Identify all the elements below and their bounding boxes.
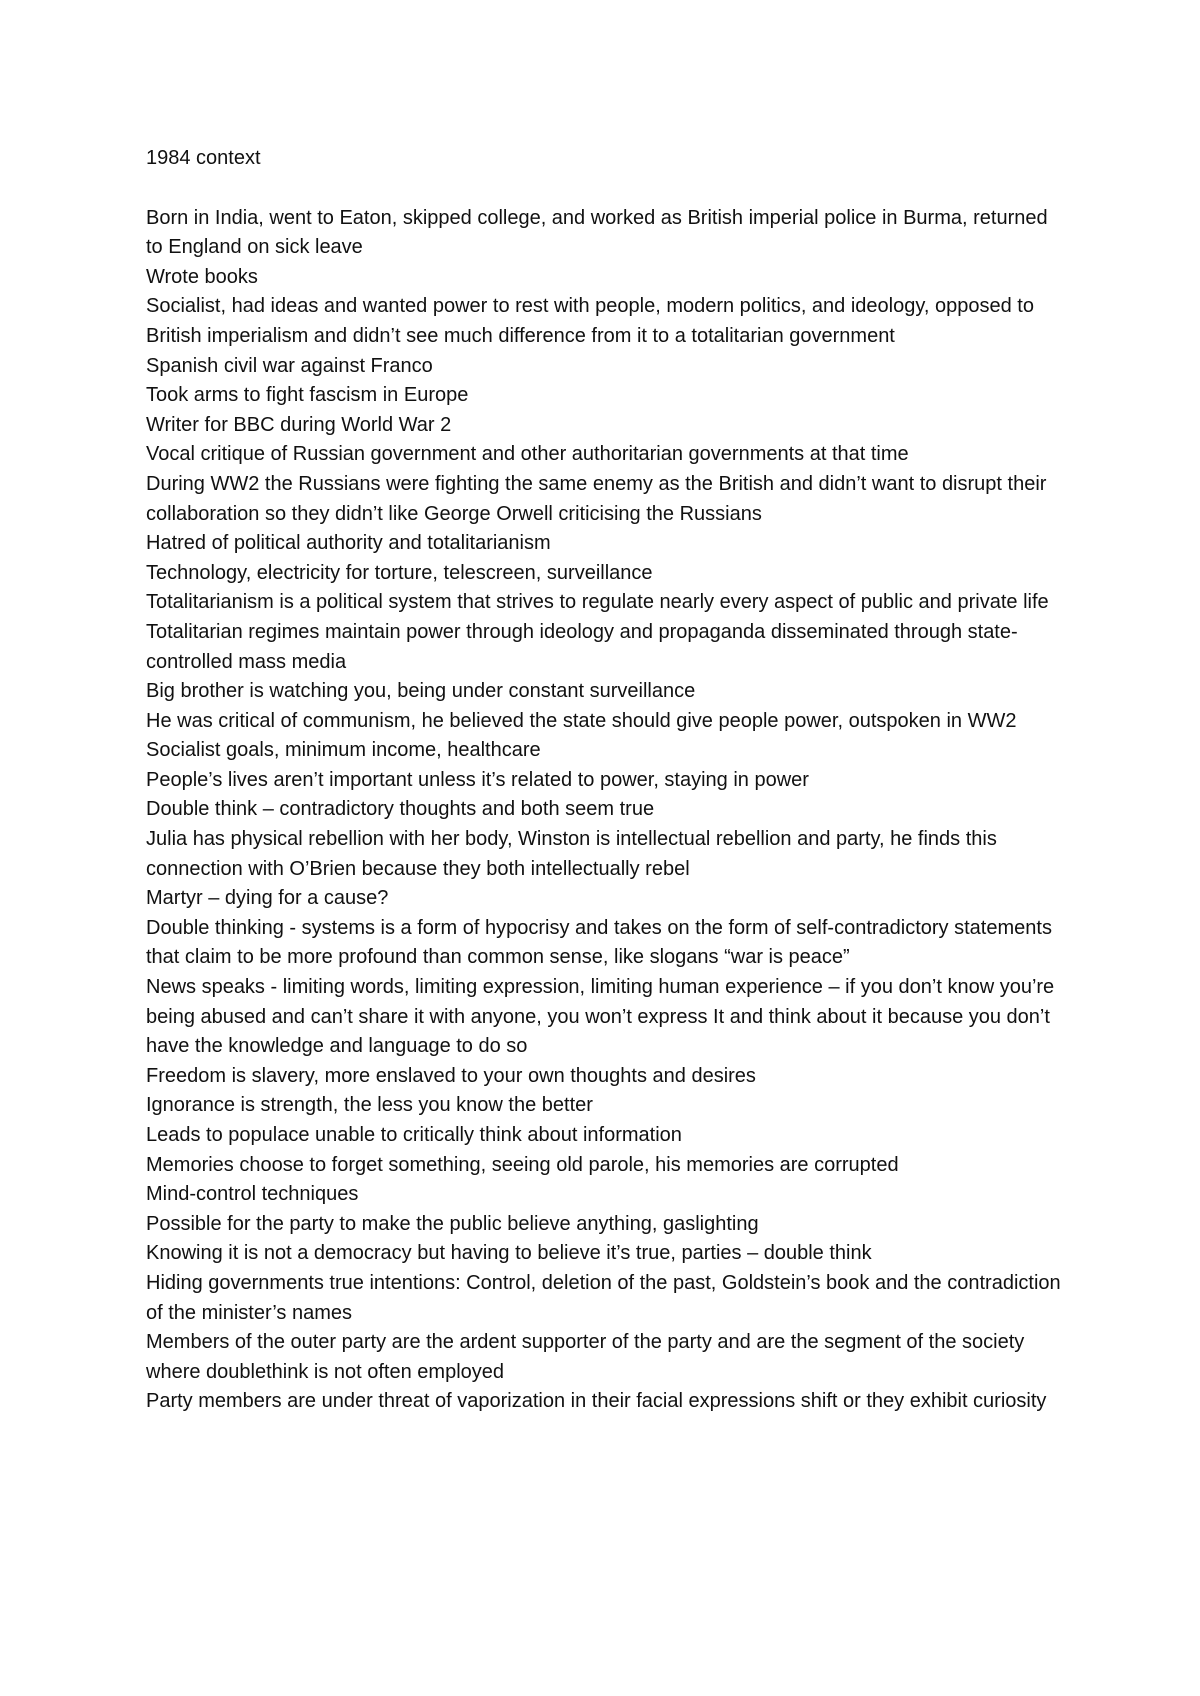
- note-line: Born in India, went to Eaton, skipped college, and worked as British imperial police in Burma, returned to England on sick leave: [146, 206, 1048, 259]
- note-line: Memories choose to forget something, seeing old parole, his memories are corrupted: [146, 1153, 899, 1176]
- note-line: Took arms to fight fascism in Europe: [146, 384, 469, 407]
- note-line: Hiding governments true intentions: Control, deletion of the past, Goldstein’s book and the contradiction of the minister’s names: [146, 1271, 1061, 1324]
- note-line: News speaks - limiting words, limiting expression, limiting human experience – if you don’t know you’re being abused and can’t share it with anyone, you won’t express It and think about it because you don’t have the knowledge and language to do so: [146, 976, 1055, 1058]
- note-line: Socialist goals, minimum income, healthcare: [146, 739, 541, 762]
- note-line: Freedom is slavery, more enslaved to your own thoughts and desires: [146, 1064, 756, 1087]
- note-line: Technology, electricity for torture, telescreen, surveillance: [146, 561, 653, 584]
- note-line: Julia has physical rebellion with her body, Winston is intellectual rebellion and party, he finds this connection with O’Brien because they both intellectually rebel: [146, 828, 997, 880]
- note-line: Writer for BBC during World War 2: [146, 413, 452, 436]
- note-line: During WW2 the Russians were fighting the same enemy as the British and didn’t want to disrupt their collaboration so they didn’t like George Orwell criticising the Russians: [146, 472, 1047, 525]
- document-title: 1984 context: [146, 147, 261, 169]
- document-body: [146, 144, 1066, 1417]
- note-line: Double thinking - systems is a form of hypocrisy and takes on the form of self-contradictory statements that claim to be more profound than common sense, like slogans “war is peace”: [146, 916, 1052, 969]
- note-line: Leads to populace unable to critically think about information: [146, 1124, 682, 1146]
- note-line: Vocal critique of Russian government and other authoritarian governments at that time: [146, 443, 909, 466]
- note-line: Mind-control techniques: [146, 1183, 359, 1206]
- note-line: Hatred of political authority and totalitarianism: [146, 532, 551, 555]
- note-line: Big brother is watching you, being under constant surveillance: [146, 680, 696, 703]
- note-line: Martyr – dying for a cause?: [146, 887, 389, 910]
- note-line: Knowing it is not a democracy but having to believe it’s true, parties – double think: [146, 1242, 872, 1265]
- note-line: People’s lives aren’t important unless it’s related to power, staying in power: [146, 768, 809, 791]
- note-line: Totalitarian regimes maintain power through ideology and propaganda disseminated through state-controlled mass media: [146, 620, 1018, 673]
- note-line: Spanish civil war against Franco: [146, 354, 433, 377]
- note-line: Party members are under threat of vaporization in their facial expressions shift or they exhibit curiosity: [146, 1390, 1047, 1413]
- note-line: Double think – contradictory thoughts and both seem true: [146, 798, 655, 821]
- note-line: Wrote books: [146, 265, 258, 288]
- note-line: Possible for the party to make the public believe anything, gaslighting: [146, 1212, 759, 1235]
- notes-list: [146, 204, 1066, 1417]
- note-line: Socialist, had ideas and wanted power to rest with people, modern politics, and ideology, opposed to British imperialism and didn’t see much difference from it to a totalitarian government: [146, 295, 1034, 347]
- note-line: Ignorance is strength, the less you know the better: [146, 1094, 593, 1117]
- note-line: He was critical of communism, he believed the state should give people power, outspoken in WW2: [146, 709, 1017, 732]
- note-line: Totalitarianism is a political system that strives to regulate nearly every aspect of public and private life: [146, 591, 1049, 614]
- note-line: Members of the outer party are the ardent supporter of the party and are the segment of the society where doublethink is not often employed: [146, 1331, 1025, 1383]
